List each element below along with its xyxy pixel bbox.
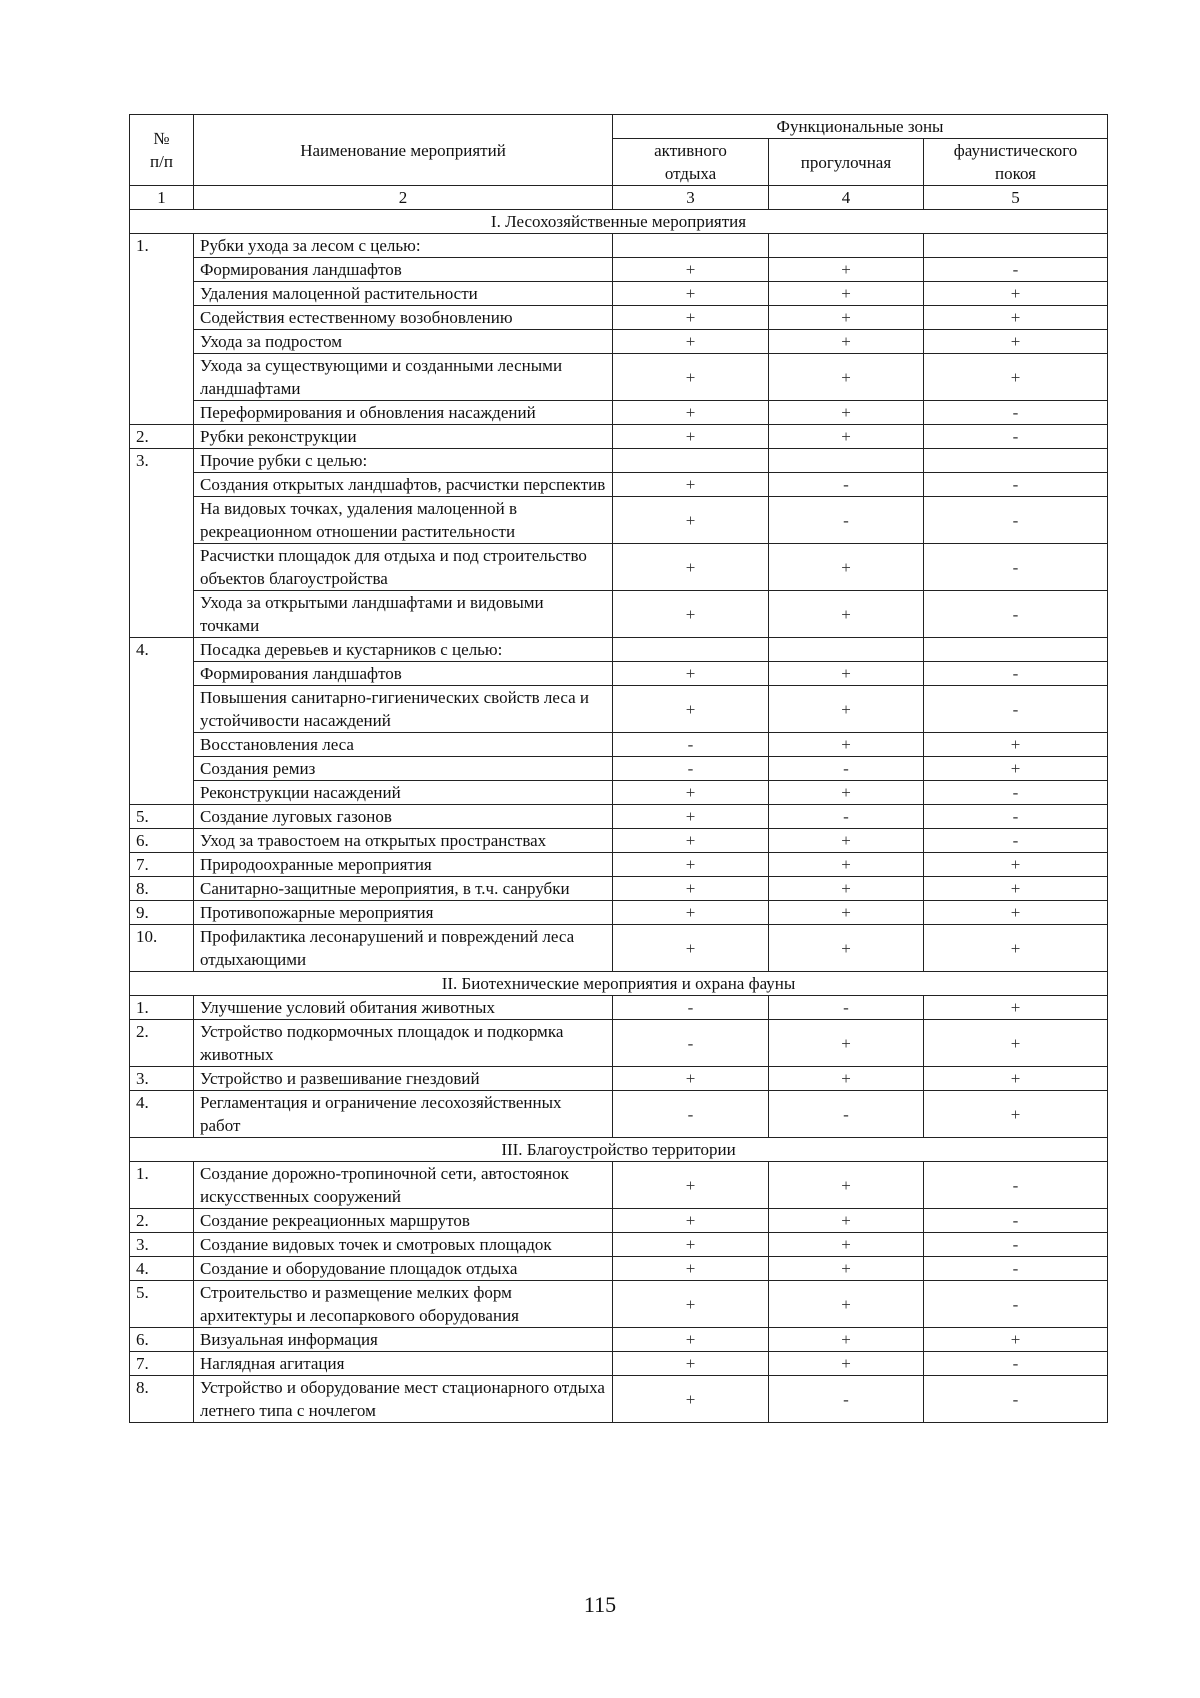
- table-row: [130, 282, 1108, 306]
- measure-name: Наглядная агитация: [194, 1352, 613, 1376]
- table-row: [130, 638, 1108, 662]
- zone-walking-mark: +: [769, 925, 924, 972]
- zone-walking-mark: -: [769, 1091, 924, 1138]
- measure-name: Удаления малоценной растительности: [194, 282, 613, 306]
- item-number: 3.: [130, 449, 194, 638]
- item-number: 4.: [130, 1257, 194, 1281]
- table-row: [130, 1352, 1108, 1376]
- zone-walking-mark: +: [769, 258, 924, 282]
- zone-active-mark: +: [613, 354, 769, 401]
- header-zone-fauna-text: фаунистического покоя: [953, 141, 1078, 183]
- table-row: [130, 996, 1108, 1020]
- section-row: [130, 210, 1108, 234]
- zone-walking-mark: -: [769, 497, 924, 544]
- zone-fauna-mark: -: [924, 1352, 1108, 1376]
- item-number: 5.: [130, 1281, 194, 1328]
- table-row: [130, 829, 1108, 853]
- zone-active-mark: +: [613, 829, 769, 853]
- zone-fauna-mark: -: [924, 829, 1108, 853]
- zone-fauna-mark: +: [924, 1067, 1108, 1091]
- table-row: [130, 591, 1108, 638]
- measure-name: Расчистки площадок для отдыха и под строительство объектов благоустройства: [194, 544, 613, 591]
- measure-name: Визуальная информация: [194, 1328, 613, 1352]
- measure-name: Устройство и развешивание гнездовий: [194, 1067, 613, 1091]
- header-zone-active: [613, 139, 769, 186]
- item-number: 2.: [130, 1209, 194, 1233]
- table-row: [130, 1067, 1108, 1091]
- table-row: [130, 805, 1108, 829]
- measure-name: Регламентация и ограничение лесохозяйственных работ: [194, 1091, 613, 1138]
- table-row: [130, 1328, 1108, 1352]
- measure-name: Ухода за существующими и созданными лесными ландшафтами: [194, 354, 613, 401]
- header-zone-active-text: активного отдыха: [654, 141, 727, 183]
- page-number: 115: [583, 1592, 617, 1617]
- zone-active-mark: +: [613, 544, 769, 591]
- zone-active-mark: +: [613, 662, 769, 686]
- zone-walking-mark: +: [769, 781, 924, 805]
- zone-fauna-mark: +: [924, 330, 1108, 354]
- zone-walking-mark: -: [769, 805, 924, 829]
- zone-fauna-mark: +: [924, 733, 1108, 757]
- measure-name: Формирования ландшафтов: [194, 258, 613, 282]
- zone-fauna-mark: -: [924, 1209, 1108, 1233]
- measure-name: Профилактика лесонарушений и повреждений леса отдыхающими: [194, 925, 613, 972]
- table-row: [130, 901, 1108, 925]
- zone-walking-mark: +: [769, 425, 924, 449]
- zone-walking-mark: +: [769, 544, 924, 591]
- table-row: [130, 1281, 1108, 1328]
- measure-name: Формирования ландшафтов: [194, 662, 613, 686]
- zone-walking-mark: +: [769, 354, 924, 401]
- zone-fauna-mark: -: [924, 1281, 1108, 1328]
- zone-fauna-mark: [924, 449, 1108, 473]
- zone-walking-mark: -: [769, 757, 924, 781]
- measure-name: Восстановления леса: [194, 733, 613, 757]
- zone-walking-mark: +: [769, 401, 924, 425]
- section-title: II. Биотехнические мероприятия и охрана фауны: [130, 972, 1108, 996]
- zone-active-mark: +: [613, 1233, 769, 1257]
- table-row: [130, 925, 1108, 972]
- zone-fauna-mark: -: [924, 497, 1108, 544]
- zone-active-mark: +: [613, 258, 769, 282]
- zone-walking-mark: +: [769, 1067, 924, 1091]
- zone-fauna-mark: -: [924, 401, 1108, 425]
- zone-walking-mark: +: [769, 591, 924, 638]
- zone-active-mark: +: [613, 877, 769, 901]
- table-row: [130, 330, 1108, 354]
- zone-fauna-mark: +: [924, 1091, 1108, 1138]
- measure-name: Переформирования и обновления насаждений: [194, 401, 613, 425]
- zone-active-mark: +: [613, 497, 769, 544]
- column-index: 5: [924, 186, 1108, 210]
- zone-active-mark: +: [613, 425, 769, 449]
- table-row: [130, 686, 1108, 733]
- zone-walking-mark: +: [769, 282, 924, 306]
- measure-name: На видовых точках, удаления малоценной в рекреационном отношении растительности: [194, 497, 613, 544]
- zone-fauna-mark: [924, 638, 1108, 662]
- zone-active-mark: +: [613, 306, 769, 330]
- zone-active-mark: +: [613, 473, 769, 497]
- table-header: [130, 115, 1108, 210]
- measure-name: Улучшение условий обитания животных: [194, 996, 613, 1020]
- zone-fauna-mark: -: [924, 1257, 1108, 1281]
- zone-fauna-mark: +: [924, 354, 1108, 401]
- table-row: [130, 258, 1108, 282]
- zone-fauna-mark: +: [924, 306, 1108, 330]
- item-number: 3.: [130, 1233, 194, 1257]
- zone-active-mark: [613, 449, 769, 473]
- measure-name: Создания ремиз: [194, 757, 613, 781]
- item-number: 1.: [130, 996, 194, 1020]
- zone-fauna-mark: +: [924, 996, 1108, 1020]
- zone-active-mark: +: [613, 1352, 769, 1376]
- item-number: 2.: [130, 1020, 194, 1067]
- zone-active-mark: -: [613, 996, 769, 1020]
- table-row: [130, 473, 1108, 497]
- item-number: 1.: [130, 234, 194, 425]
- zone-active-mark: +: [613, 1162, 769, 1209]
- zone-fauna-mark: -: [924, 425, 1108, 449]
- measure-name: Повышения санитарно-гигиенических свойств леса и устойчивости насаждений: [194, 686, 613, 733]
- table-row: [130, 354, 1108, 401]
- header-num: [130, 115, 194, 186]
- table-row: [130, 662, 1108, 686]
- zone-fauna-mark: -: [924, 544, 1108, 591]
- measure-name: Создание дорожно-тропиночной сети, автостоянок искусственных сооружений: [194, 1162, 613, 1209]
- zone-fauna-mark: +: [924, 282, 1108, 306]
- zone-walking-mark: +: [769, 877, 924, 901]
- item-number: 6.: [130, 1328, 194, 1352]
- measure-name: Прочие рубки с целью:: [194, 449, 613, 473]
- item-number: 6.: [130, 829, 194, 853]
- item-number: 8.: [130, 877, 194, 901]
- header-zone-fauna: [924, 139, 1108, 186]
- zone-fauna-mark: -: [924, 686, 1108, 733]
- section-row: [130, 1138, 1108, 1162]
- measure-name: Создания открытых ландшафтов, расчистки перспектив: [194, 473, 613, 497]
- measure-name: Ухода за подростом: [194, 330, 613, 354]
- zone-active-mark: +: [613, 781, 769, 805]
- zone-walking-mark: +: [769, 686, 924, 733]
- item-number: 4.: [130, 638, 194, 805]
- header-name: Наименование мероприятий: [194, 115, 613, 186]
- section-title: I. Лесохозяйственные мероприятия: [130, 210, 1108, 234]
- measure-name: Реконструкции насаждений: [194, 781, 613, 805]
- zone-active-mark: [613, 234, 769, 258]
- zone-walking-mark: +: [769, 1281, 924, 1328]
- measure-name: Создание и оборудование площадок отдыха: [194, 1257, 613, 1281]
- zone-active-mark: +: [613, 1067, 769, 1091]
- zone-active-mark: +: [613, 1376, 769, 1423]
- table-row: [130, 1257, 1108, 1281]
- zone-walking-mark: +: [769, 1020, 924, 1067]
- column-index-row: [130, 186, 1108, 210]
- zone-active-mark: -: [613, 757, 769, 781]
- item-number: 8.: [130, 1376, 194, 1423]
- zone-active-mark: +: [613, 401, 769, 425]
- table-row: [130, 1376, 1108, 1423]
- table-row: [130, 306, 1108, 330]
- zone-fauna-mark: +: [924, 757, 1108, 781]
- measure-name: Устройство и оборудование мест стационарного отдыха летнего типа с ночлегом: [194, 1376, 613, 1423]
- zone-fauna-mark: -: [924, 1162, 1108, 1209]
- table-row: [130, 1020, 1108, 1067]
- measures-table: [129, 114, 1108, 1423]
- table-row: [130, 877, 1108, 901]
- zone-active-mark: +: [613, 1328, 769, 1352]
- measure-name: Устройство подкормочных площадок и подкормка животных: [194, 1020, 613, 1067]
- zone-walking-mark: +: [769, 1162, 924, 1209]
- zone-active-mark: +: [613, 1209, 769, 1233]
- zone-walking-mark: +: [769, 1257, 924, 1281]
- zone-walking-mark: +: [769, 1352, 924, 1376]
- zone-walking-mark: -: [769, 1376, 924, 1423]
- section-title: III. Благоустройство территории: [130, 1138, 1108, 1162]
- zone-fauna-mark: +: [924, 901, 1108, 925]
- zone-walking-mark: +: [769, 1209, 924, 1233]
- zone-walking-mark: [769, 638, 924, 662]
- table-row: [130, 497, 1108, 544]
- table-row: [130, 425, 1108, 449]
- zone-active-mark: +: [613, 686, 769, 733]
- zone-walking-mark: -: [769, 996, 924, 1020]
- zone-fauna-mark: +: [924, 853, 1108, 877]
- zone-fauna-mark: +: [924, 1328, 1108, 1352]
- measure-name: Уход за травостоем на открытых пространствах: [194, 829, 613, 853]
- measure-name: Создание видовых точек и смотровых площадок: [194, 1233, 613, 1257]
- table-row: [130, 853, 1108, 877]
- item-number: 5.: [130, 805, 194, 829]
- measure-name: Природоохранные мероприятия: [194, 853, 613, 877]
- zone-active-mark: +: [613, 853, 769, 877]
- zone-fauna-mark: +: [924, 1020, 1108, 1067]
- table-row: [130, 1091, 1108, 1138]
- zone-fauna-mark: -: [924, 591, 1108, 638]
- zone-fauna-mark: -: [924, 781, 1108, 805]
- measure-name: Рубки реконструкции: [194, 425, 613, 449]
- zone-fauna-mark: -: [924, 258, 1108, 282]
- section-row: [130, 972, 1108, 996]
- item-number: 2.: [130, 425, 194, 449]
- zone-walking-mark: +: [769, 662, 924, 686]
- table-row: [130, 449, 1108, 473]
- zone-walking-mark: +: [769, 330, 924, 354]
- zone-walking-mark: +: [769, 1328, 924, 1352]
- zone-fauna-mark: -: [924, 1233, 1108, 1257]
- item-number: 7.: [130, 853, 194, 877]
- zone-walking-mark: +: [769, 829, 924, 853]
- zone-fauna-mark: -: [924, 805, 1108, 829]
- item-number: 10.: [130, 925, 194, 972]
- zone-active-mark: +: [613, 282, 769, 306]
- table-row: [130, 781, 1108, 805]
- measure-name: Содействия естественному возобновлению: [194, 306, 613, 330]
- item-number: 9.: [130, 901, 194, 925]
- zone-active-mark: +: [613, 805, 769, 829]
- zone-active-mark: -: [613, 1091, 769, 1138]
- table-row: [130, 1162, 1108, 1209]
- zone-active-mark: -: [613, 733, 769, 757]
- zone-active-mark: [613, 638, 769, 662]
- zone-fauna-mark: [924, 234, 1108, 258]
- zone-walking-mark: [769, 449, 924, 473]
- item-number: 7.: [130, 1352, 194, 1376]
- measure-name: Санитарно-защитные мероприятия, в т.ч. санрубки: [194, 877, 613, 901]
- zone-active-mark: +: [613, 901, 769, 925]
- zone-walking-mark: -: [769, 473, 924, 497]
- measure-name: Посадка деревьев и кустарников с целью:: [194, 638, 613, 662]
- measure-name: Строительство и размещение мелких форм архитектуры и лесопаркового оборудования: [194, 1281, 613, 1328]
- zone-active-mark: +: [613, 330, 769, 354]
- table-body: [130, 210, 1108, 1423]
- item-number: 4.: [130, 1091, 194, 1138]
- zone-fauna-mark: -: [924, 473, 1108, 497]
- column-index: 3: [613, 186, 769, 210]
- zone-walking-mark: +: [769, 853, 924, 877]
- zone-fauna-mark: -: [924, 1376, 1108, 1423]
- zone-walking-mark: +: [769, 733, 924, 757]
- measure-name: Рубки ухода за лесом с целью:: [194, 234, 613, 258]
- zone-walking-mark: +: [769, 306, 924, 330]
- zone-walking-mark: +: [769, 1233, 924, 1257]
- header-num-text: № п/п: [150, 129, 173, 171]
- table-row: [130, 733, 1108, 757]
- table-row: [130, 544, 1108, 591]
- zone-fauna-mark: +: [924, 925, 1108, 972]
- header-zone-walking: прогулочная: [769, 139, 924, 186]
- zone-active-mark: +: [613, 1257, 769, 1281]
- column-index: 4: [769, 186, 924, 210]
- zone-fauna-mark: -: [924, 662, 1108, 686]
- table-row: [130, 1209, 1108, 1233]
- item-number: 3.: [130, 1067, 194, 1091]
- column-index: 1: [130, 186, 194, 210]
- zone-active-mark: +: [613, 591, 769, 638]
- table-row: [130, 401, 1108, 425]
- measure-name: Создание луговых газонов: [194, 805, 613, 829]
- zone-active-mark: -: [613, 1020, 769, 1067]
- table-row: [130, 1233, 1108, 1257]
- column-index: 2: [194, 186, 613, 210]
- measure-name: Создание рекреационных маршрутов: [194, 1209, 613, 1233]
- measure-name: Противопожарные мероприятия: [194, 901, 613, 925]
- table-row: [130, 757, 1108, 781]
- zone-active-mark: +: [613, 925, 769, 972]
- table-row: [130, 234, 1108, 258]
- zone-active-mark: +: [613, 1281, 769, 1328]
- zone-fauna-mark: +: [924, 877, 1108, 901]
- measure-name: Ухода за открытыми ландшафтами и видовыми точками: [194, 591, 613, 638]
- zone-walking-mark: +: [769, 901, 924, 925]
- item-number: 1.: [130, 1162, 194, 1209]
- zone-walking-mark: [769, 234, 924, 258]
- header-zones: Функциональные зоны: [613, 115, 1108, 139]
